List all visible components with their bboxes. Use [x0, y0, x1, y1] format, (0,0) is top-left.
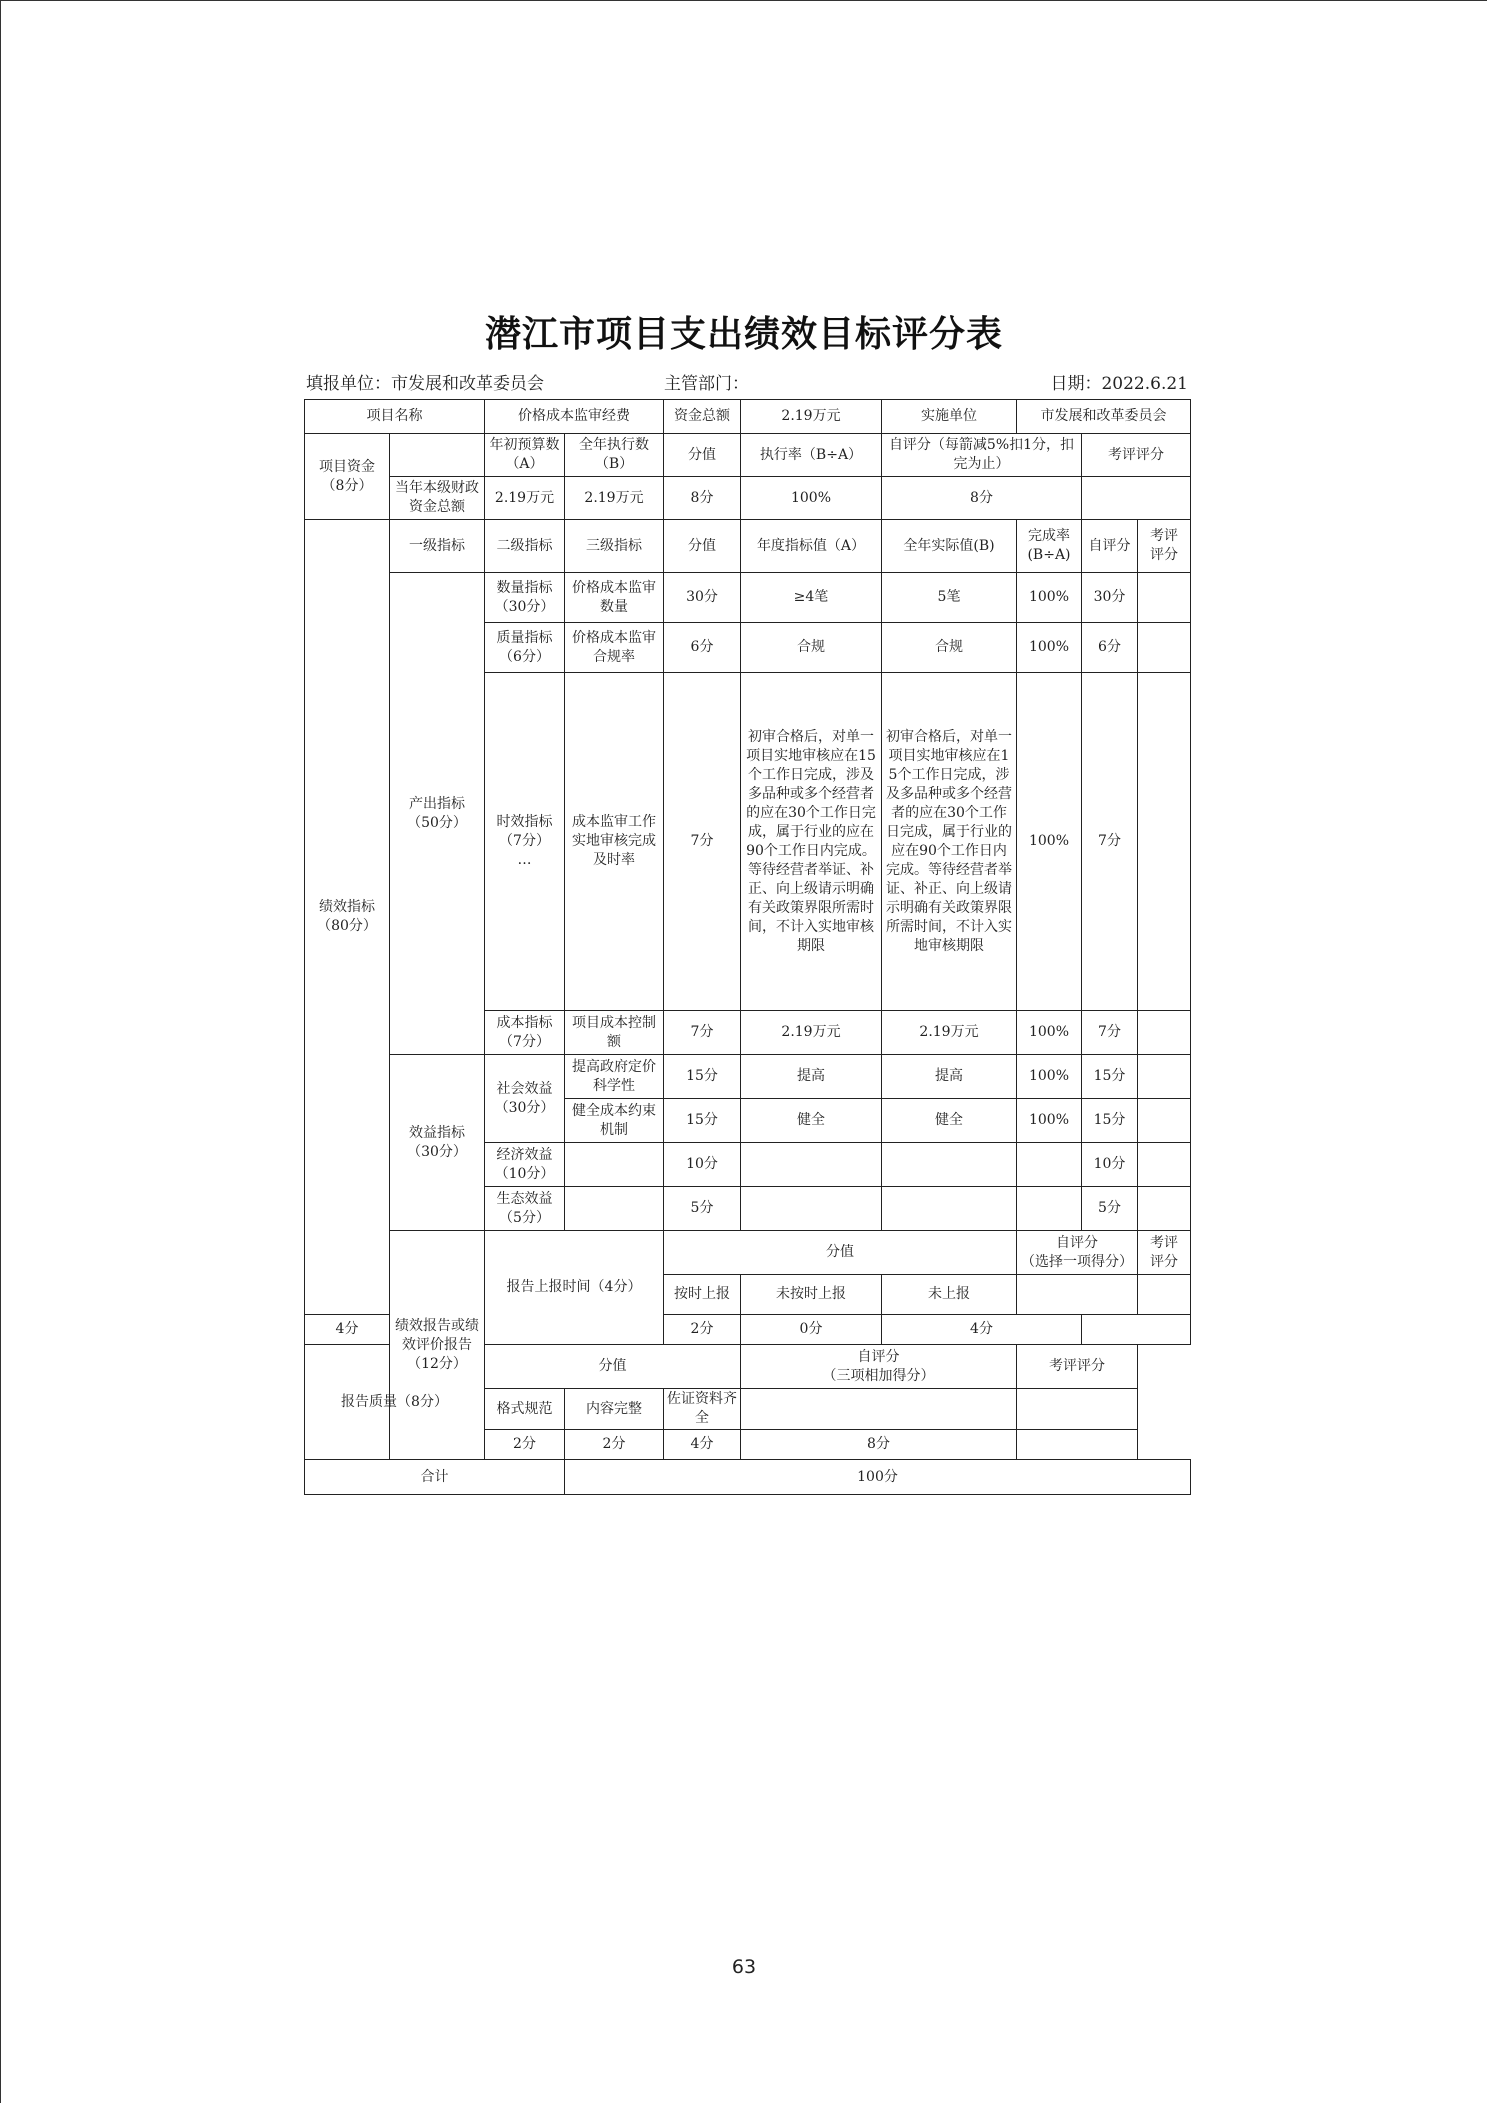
perf-score-header: 分值 — [664, 520, 741, 573]
timing-self-score: 4分 — [882, 1315, 1082, 1345]
economic-benefit-indicator: 经济效益 （10分） — [485, 1143, 565, 1187]
social1-rate: 100% — [1017, 1055, 1082, 1099]
report-timing-self-header: 自评分 （选择一项得分） — [1017, 1231, 1138, 1275]
report-timing-label: 报告上报时间（4分） — [485, 1231, 664, 1345]
social2-actual: 健全 — [882, 1099, 1017, 1143]
social2-review — [1138, 1099, 1191, 1143]
cost-self: 7分 — [1082, 1011, 1138, 1055]
quality-option-format: 格式规范 — [485, 1389, 565, 1430]
report-section-label: 绩效报告或绩效评价报告 （12分） — [390, 1231, 485, 1460]
funds-score-header: 分值 — [664, 434, 741, 477]
quantity-actual: 5笔 — [882, 573, 1017, 623]
perf-rate-header: 完成率 (B÷A) — [1017, 520, 1082, 573]
timeliness-indicator: 时效指标 （7分） … — [485, 673, 565, 1011]
social2-target: 健全 — [741, 1099, 882, 1143]
timing-points-late: 2分 — [664, 1315, 741, 1345]
fund-total-label: 资金总额 — [664, 400, 741, 434]
cost-rate: 100% — [1017, 1011, 1082, 1055]
quality-points-format: 2分 — [485, 1430, 565, 1460]
economic-review — [1138, 1143, 1191, 1187]
project-name-label: 项目名称 — [305, 400, 485, 434]
funds-self-value: 8分 — [882, 477, 1082, 520]
report-quality-self-header: 自评分 （三项相加得分） — [741, 1345, 1017, 1389]
ecological-benefit-indicator: 生态效益 （5分） — [485, 1187, 565, 1231]
total-label: 合计 — [305, 1460, 565, 1495]
quality-self-score: 8分 — [741, 1430, 1017, 1460]
cost-score: 7分 — [664, 1011, 741, 1055]
cost-actual: 2.19万元 — [882, 1011, 1017, 1055]
ecological-score: 5分 — [664, 1187, 741, 1231]
timing-review-blank — [1138, 1275, 1191, 1315]
funds-rate-value: 100% — [741, 477, 882, 520]
social1-actual: 提高 — [882, 1055, 1017, 1099]
perf-actual-header: 全年实际值(B) — [882, 520, 1017, 573]
table-row — [305, 573, 1191, 623]
quality-score: 6分 — [664, 623, 741, 673]
quantity-rate: 100% — [1017, 573, 1082, 623]
ecological-review — [1138, 1187, 1191, 1231]
timeliness-score: 7分 — [664, 673, 741, 1011]
reporting-unit-value: 市发展和改革委员会 — [391, 374, 544, 394]
perf-review-header: 考评 评分 — [1138, 520, 1191, 573]
timeliness-target: 初审合格后，对单一项目实地审核应在15个工作日完成，涉及多品种或多个经营者的应在30个工作日完成，属于行业的应在90个工作日内完成。等待经营者举证、补正、向上级请示明确有关政策界限所需时间，不计入实地审核期限 — [741, 673, 882, 1011]
economic-rate — [1017, 1143, 1082, 1187]
quality-review-score — [1017, 1430, 1138, 1460]
project-row — [305, 400, 1191, 434]
economic-actual — [882, 1143, 1017, 1187]
perf-level2-header: 二级指标 — [485, 520, 565, 573]
social1-target: 提高 — [741, 1055, 882, 1099]
ecological-actual — [882, 1187, 1017, 1231]
project-funds-label: 项目资金 （8分） — [305, 434, 390, 520]
funds-budget-header: 年初预算数（A） — [485, 434, 565, 477]
report-timing-review-header: 考评 评分 — [1138, 1231, 1191, 1275]
timeliness-level3: 成本监审工作实地审核完成及时率 — [565, 673, 664, 1011]
quality-level3: 价格成本监审合规率 — [565, 623, 664, 673]
timeliness-rate: 100% — [1017, 673, 1082, 1011]
quantity-level3: 价格成本监审数量 — [565, 573, 664, 623]
timing-points-ontime: 4分 — [305, 1315, 390, 1345]
funds-sub-label: 当年本级财政资金总额 — [390, 477, 485, 520]
funds-header-row — [305, 434, 1191, 477]
economic-level3 — [565, 1143, 664, 1187]
quality-review — [1138, 623, 1191, 673]
ecological-self: 5分 — [1082, 1187, 1138, 1231]
funds-self-header: 自评分（每箭减5%扣1分，扣完为止） — [882, 434, 1082, 477]
report-date-value: 2022.6.21 — [1101, 374, 1188, 394]
perf-indicators-label: 绩效指标 （80分） — [305, 520, 390, 1315]
timing-review-score — [1082, 1315, 1191, 1345]
perf-target-header: 年度指标值（A） — [741, 520, 882, 573]
supervising-department — [664, 369, 749, 394]
perf-level3-header: 三级指标 — [565, 520, 664, 573]
funds-review-header: 考评评分 — [1082, 434, 1191, 477]
impl-unit-value: 市发展和改革委员会 — [1017, 400, 1191, 434]
funds-blank-cell — [390, 434, 485, 477]
social2-rate: 100% — [1017, 1099, 1082, 1143]
total-value: 100分 — [565, 1460, 1191, 1495]
report-date — [1050, 369, 1188, 394]
quality-option-evidence: 佐证资料齐全 — [664, 1389, 741, 1430]
cost-review — [1138, 1011, 1191, 1055]
output-indicators-label: 产出指标 （50分） — [390, 573, 485, 1055]
economic-self: 10分 — [1082, 1143, 1138, 1187]
table-row — [305, 1055, 1191, 1099]
quality-self: 6分 — [1082, 623, 1138, 673]
social1-score: 15分 — [664, 1055, 741, 1099]
timeliness-actual: 初审合格后，对单一项目实地审核应在15个工作日完成，涉及多品种或多个经营者的应在30个工作日完成，属于行业的应在90个工作日内完成。等待经营者举证、补正、向上级请示明确有关政策界限所需时间，不计入实地审核期限 — [882, 673, 1017, 1011]
ecological-level3 — [565, 1187, 664, 1231]
ecological-target — [741, 1187, 882, 1231]
cost-level3: 项目成本控制额 — [565, 1011, 664, 1055]
social2-level3: 健全成本约束机制 — [565, 1099, 664, 1143]
social1-self: 15分 — [1082, 1055, 1138, 1099]
quality-points-content: 2分 — [565, 1430, 664, 1460]
quality-rate: 100% — [1017, 623, 1082, 673]
timeliness-review — [1138, 673, 1191, 1011]
quality-points-evidence: 4分 — [664, 1430, 741, 1460]
project-name-value: 价格成本监审经费 — [485, 400, 664, 434]
page-number: 63 — [731, 1956, 757, 1978]
funds-exec-value: 2.19万元 — [565, 477, 664, 520]
benefit-indicators-label: 效益指标 （30分） — [390, 1055, 485, 1231]
supervising-department-label: 主管部门： — [664, 374, 749, 394]
report-timing-score-header: 分值 — [664, 1231, 1017, 1275]
report-quality-review-header: 考评评分 — [1017, 1345, 1138, 1389]
timing-option-ontime: 按时上报 — [664, 1275, 741, 1315]
quality-option-content: 内容完整 — [565, 1389, 664, 1430]
total-row — [305, 1460, 1191, 1495]
quantity-review — [1138, 573, 1191, 623]
social1-level3: 提高政府定价科学性 — [565, 1055, 664, 1099]
timing-self-blank — [1017, 1275, 1138, 1315]
economic-score: 10分 — [664, 1143, 741, 1187]
cost-target: 2.19万元 — [741, 1011, 882, 1055]
funds-review-value — [1082, 477, 1191, 520]
funds-value-row — [305, 477, 1191, 520]
perf-header-row — [305, 520, 1191, 573]
cost-indicator: 成本指标 （7分） — [485, 1011, 565, 1055]
timing-option-none: 未上报 — [882, 1275, 1017, 1315]
timing-points-none: 0分 — [741, 1315, 882, 1345]
fund-total-value: 2.19万元 — [741, 400, 882, 434]
report-quality-label: 报告质量（8分） — [305, 1345, 485, 1460]
report-timing-header-row — [305, 1231, 1191, 1275]
quantity-score: 30分 — [664, 573, 741, 623]
quality-actual: 合规 — [882, 623, 1017, 673]
funds-score-value: 8分 — [664, 477, 741, 520]
social2-self: 15分 — [1082, 1099, 1138, 1143]
quality-self-blank — [741, 1389, 1017, 1430]
score-table — [304, 399, 1191, 1495]
quantity-indicator: 数量指标 （30分） — [485, 573, 565, 623]
funds-budget-value: 2.19万元 — [485, 477, 565, 520]
social1-review — [1138, 1055, 1191, 1099]
perf-level1-header: 一级指标 — [390, 520, 485, 573]
quantity-self: 30分 — [1082, 573, 1138, 623]
quantity-target: ≥4笔 — [741, 573, 882, 623]
perf-self-header: 自评分 — [1082, 520, 1138, 573]
report-quality-score-header: 分值 — [485, 1345, 741, 1389]
social2-score: 15分 — [664, 1099, 741, 1143]
timeliness-self: 7分 — [1082, 673, 1138, 1011]
quality-indicator: 质量指标 （6分） — [485, 623, 565, 673]
timing-option-late: 未按时上报 — [741, 1275, 882, 1315]
quality-target: 合规 — [741, 623, 882, 673]
ecological-rate — [1017, 1187, 1082, 1231]
economic-target — [741, 1143, 882, 1187]
funds-rate-header: 执行率（B÷A） — [741, 434, 882, 477]
report-date-label: 日期： — [1050, 374, 1102, 394]
social-benefit-indicator: 社会效益 （30分） — [485, 1055, 565, 1143]
impl-unit-label: 实施单位 — [882, 400, 1017, 434]
reporting-unit — [306, 369, 544, 394]
page-title: 潜江市项目支出绩效目标评分表 — [484, 313, 1003, 355]
quality-review-blank — [1017, 1389, 1138, 1430]
reporting-unit-label: 填报单位： — [306, 374, 391, 394]
funds-exec-header: 全年执行数（B） — [565, 434, 664, 477]
